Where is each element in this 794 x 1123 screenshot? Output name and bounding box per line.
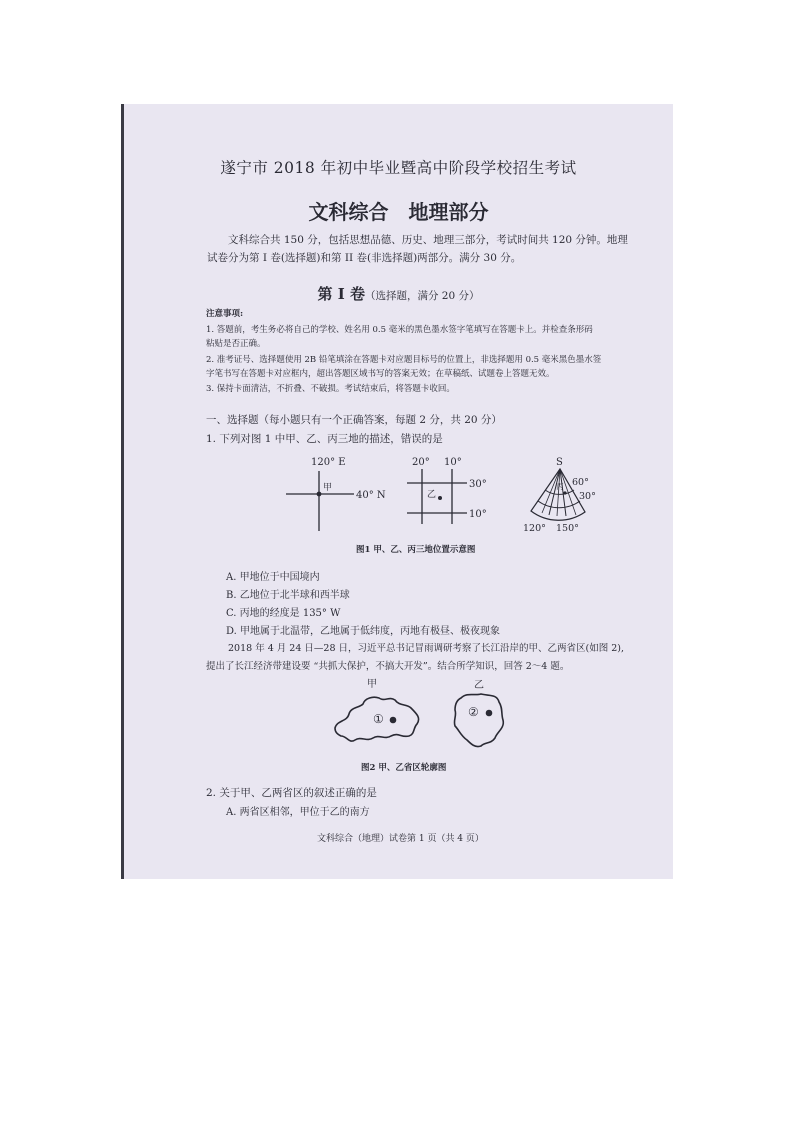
q1-option-a: A. 甲地位于中国境内	[226, 572, 320, 583]
figure-2-outlines	[329, 674, 519, 759]
part1-heading: 一、选择题（每小题只有一个正确答案，每题 2 分，共 20 分）	[206, 414, 502, 426]
map-yi	[407, 457, 487, 524]
point-yi	[438, 496, 442, 500]
map-jia	[286, 457, 386, 531]
map3-pole-label: S	[556, 457, 563, 468]
section-title-main: 第 I 卷	[317, 285, 365, 303]
figure-1-caption: 图1 甲、乙、丙三地位置示意图	[356, 545, 476, 555]
notes-item: 字笔书写在答题卡对应框内，超出答题区域书写的答案无效；在草稿纸、试题卷上答题无效。	[206, 369, 555, 379]
map3-point-label: 丙	[556, 482, 564, 491]
province-yi-outline	[454, 694, 503, 747]
map2-lat1-label: 30°	[469, 479, 487, 490]
q1-option-d: D. 甲地属于北温带，乙地属于低纬度，丙地有极昼、极夜现象	[226, 626, 501, 637]
figure-1-maps	[274, 449, 596, 549]
notes-item: 1. 答题前，考生务必将自己的学校、姓名用 0.5 毫米的黑色墨水签字笔填写在答题卡上。并检查条形码	[206, 325, 593, 335]
fig2-marker-2: ②	[468, 705, 479, 719]
map1-point-label: 甲	[323, 483, 333, 493]
fig2-label-jia: 甲	[367, 679, 377, 690]
map1-lon-label: 120° E	[311, 457, 346, 468]
exam-subtitle: 文科综合 地理部分	[308, 200, 489, 224]
map1-lat-label: 40° N	[356, 490, 386, 501]
section-title-note: （选择题，满分 20 分）	[364, 290, 480, 302]
point-2	[486, 710, 493, 717]
passage-line-1: 2018 年 4 月 24 日—28 日，习近平总书记冒雨调研考察了长江沿岸的甲、乙两省区(如图 2),	[228, 643, 625, 654]
notes-item: 3. 保持卡面清洁，不折叠、不破损。考试结束后，将答题卡收回。	[206, 384, 455, 394]
point-jia	[317, 492, 322, 497]
notes-item: 2. 准考证号、选择题使用 2B 铅笔填涂在答题卡对应题目标号的位置上，非选择题用 0.5 毫米黑色墨水签	[206, 355, 602, 365]
q1-option-b: B. 乙地位于北半球和西半球	[226, 590, 350, 601]
fig2-label-yi: 乙	[474, 680, 484, 691]
page-footer: 文科综合（地理）试卷第 1 页（共 4 页）	[317, 834, 484, 844]
map2-lon2-label: 10°	[444, 457, 462, 468]
map3-lon2-label: 150°	[556, 523, 579, 534]
map3-lat1-label: 60°	[572, 477, 589, 488]
map3-lon1-label: 120°	[523, 523, 546, 534]
map-bing	[523, 457, 596, 534]
intro-line-1: 文科综合共 150 分，包括思想品德、历史、地理三部分，考试时间共 120 分钟。地理	[228, 234, 628, 246]
q2-option-a: A. 两省区相邻，甲位于乙的南方	[226, 807, 370, 818]
map2-lon1-label: 20°	[412, 457, 430, 468]
point-1	[390, 717, 397, 724]
fig2-marker-1: ①	[373, 712, 384, 726]
passage-line-2: 提出了长江经济带建设要 “共抓大保护，不搞大开发”。结合所学知识，回答 2～4 题。	[206, 661, 570, 672]
notes-item: 粘贴是否正确。	[206, 339, 266, 349]
q1-stem: 1. 下列对图 1 中甲、乙、丙三地的描述，错误的是	[206, 433, 443, 445]
figure-2-caption: 图2 甲、乙省区轮廓图	[361, 763, 447, 773]
intro-line-2: 试卷分为第 I 卷(选择题)和第 II 卷(非选择题)两部分。满分 30 分。	[207, 252, 522, 264]
notes-heading: 注意事项:	[206, 309, 244, 319]
map3-lat2-label: 30°	[579, 491, 596, 502]
point-bing	[563, 491, 566, 494]
q2-stem: 2. 关于甲、乙两省区的叙述正确的是	[206, 787, 377, 799]
section-title	[124, 283, 673, 304]
map2-point-label: 乙	[427, 490, 437, 500]
map2-lat2-label: 10°	[469, 509, 487, 520]
scanned-exam-page	[121, 104, 673, 879]
q1-option-c: C. 丙地的经度是 135° W	[226, 608, 341, 619]
exam-title: 遂宁市 2018 年初中毕业暨高中阶段学校招生考试	[220, 159, 577, 177]
